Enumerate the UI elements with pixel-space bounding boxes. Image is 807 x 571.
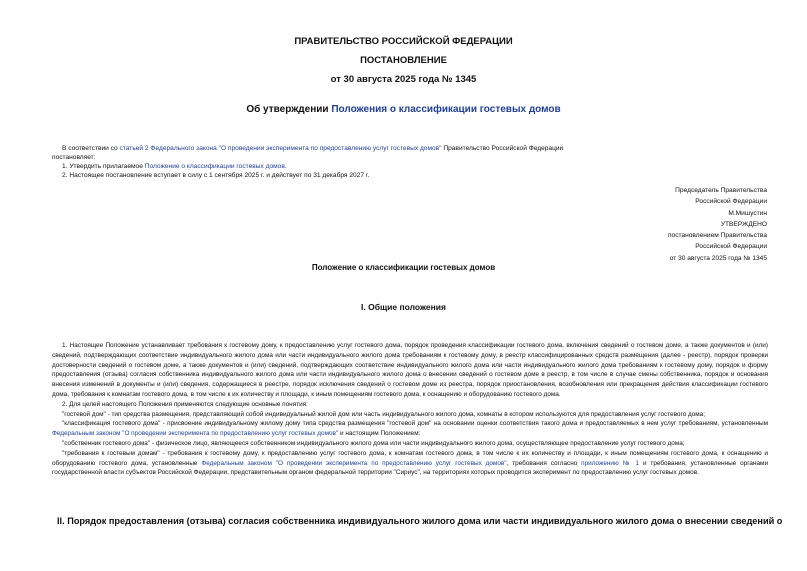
approval-line: от 30 августа 2025 года № 1345 (669, 254, 767, 262)
federal-law-article-link[interactable]: статьей 2 Федерального закона "О проведении эксперимента по предоставлению услуг гостевых домов" (119, 145, 442, 152)
definition-classification (52, 419, 768, 439)
signature-line: Председатель Правительства (675, 187, 767, 194)
signature-line: Российской Федерации (695, 198, 767, 206)
preamble-text-end: Правительство Российской Федерации (441, 145, 564, 152)
decree-title-prefix: Об утверждении (246, 104, 332, 115)
section-1-title: I. Общие положения (361, 302, 446, 312)
signature-block (668, 185, 767, 264)
preamble-item-1 (52, 162, 768, 171)
preamble (52, 144, 768, 180)
definition-owner: "собственник гостевого дома" - физическое лицо, являющееся собственником индивидуального жилого дома или части индивидуального жилого дома, осуществляющее предоставление услуг гостевого дома; (62, 439, 685, 447)
federal-law-link-2[interactable]: Федеральным законом "О проведении эксперимента по предоставлению услуг гостевых домов" (201, 459, 507, 467)
def4-text: "требования к гостевым домам" - требования к гостевому дому, к предоставлению услуг гостевого дома, к комнатам гостевого дома, в том числе к их количеству и площади, к иным помещениям гостевого дома, к оснащению и оборудованию гостевого дома, установленные (52, 449, 768, 467)
definition-requirements (52, 449, 768, 478)
def2-text: "классификация гостевого дома" - присвоение индивидуальному жилому дому типа средства размещения "гостевой дом" на основании оценки соответствия такого дома и предоставляемых в нем услуг требованиям, установленным (62, 420, 768, 428)
paragraph-2: 2. Для целей настоящего Положения применяются следующие основные понятия: (62, 400, 308, 408)
signature-line: М.Мишустин (728, 209, 767, 217)
preamble-text-start: В соответствии со (62, 145, 120, 152)
section-2-title: II. Порядок предоставления (отзыва) согласия собственника индивидуального жилого дома или части индивидуального жилого дома о внесении сведений о (57, 516, 783, 526)
government-heading: ПРАВИТЕЛЬСТВО РОССИЙСКОЙ ФЕДЕРАЦИИ (294, 36, 513, 47)
document-type: ПОСТАНОВЛЕНИЕ (360, 55, 447, 66)
approval-line: УТВЕРЖДЕНО (720, 220, 767, 228)
paragraph-1: 1. Настоящее Положение устанавливает требования к гостевому дому, к предоставлению услуг гостевого дома, порядок проведения классификации гостевого дома, включения сведений о гостевом доме, а также документов и (или) сведений, подтверждающих соответствие индивидуального жилого дома или части индивидуального жилого дома требованиям к гостевому дому, в реестр классифицированных средств размещения (далее - реестр), порядок проверки достоверности сведений о гостевом доме, а также документов и (или) сведений, подтверждающих соответствие индивидуального жилого дома или части индивидуального жилого дома требованиям к гостевому дому, порядок и форму предоставления (отзыва) согласия собственника индивидуального жилого дома или части индивидуального жилого дома о внесении сведений о гостевом доме в реестр, в том числе в случае смены собственника, порядок и основания внесения изменений в документы и (или) сведения, содержащиеся в реестре, порядок исключения сведений о гостевом доме из реестра, порядок приостановления, возобновления или прекращения действия классификации гостевого дома, требования к комнатам гостевого дома, в том числе к их количеству и площади, к иным помещениям гостевого дома, к оснащению и оборудованию гостевого дома. (52, 342, 768, 398)
item1-text: 1. Утвердить прилагаемое (62, 163, 145, 170)
def4-mid: , требования согласно (506, 459, 582, 467)
regulation-title: Положение о классификации гостевых домов (311, 263, 496, 272)
regulation-approve-link[interactable]: Положение о классификации гостевых домов (144, 163, 285, 170)
decree-title (0, 104, 807, 115)
def4-end: и требования, установленные органами государственной власти субъектов Российской Федерации, представительным органом федеральной территории "Сириус", на территориях которых проводится эксперимент по предоставлению услуг гостевых домов. (52, 459, 769, 477)
definition-guest-house: "гостевой дом" - тип средства размещения, представляющий собой индивидуальный жилой дом или часть индивидуального жилого дома, комнаты в котором используются для предоставления услуг гостевого дома; (62, 410, 706, 418)
federal-law-link[interactable]: Федеральным законом "О проведении эксперимента по предоставлению услуг гостевых домов" (52, 430, 339, 438)
item1-end: . (284, 163, 287, 170)
preamble-item-2: 2. Настоящее постановление вступает в силу с 1 сентября 2025 г. и действует по 31 декабря 2027 г. (62, 172, 370, 179)
approval-line: Российской Федерации (695, 243, 767, 251)
regulation-link[interactable]: Положения о классификации гостевых домов (331, 104, 561, 115)
def2-end: и настоящим Положением; (338, 430, 421, 438)
preamble-line2: постановляет: (52, 154, 96, 161)
approval-line: постановлением Правительства (667, 232, 767, 240)
preamble-line1 (52, 144, 768, 153)
appendix-1-link[interactable]: приложению № 1 (581, 459, 640, 467)
regulation-body (52, 341, 768, 478)
decree-date-number: от 30 августа 2025 года № 1345 (330, 74, 477, 85)
